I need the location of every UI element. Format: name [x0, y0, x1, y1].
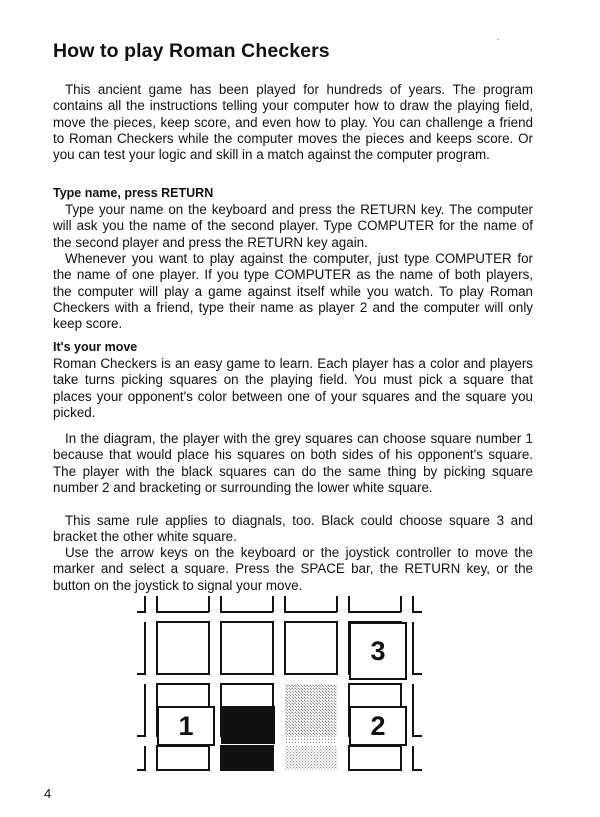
board-labels [137, 596, 425, 774]
section-heading-your-move: It's your move [53, 340, 138, 354]
type-name-paragraph-2: Whenever you want to play against the computer, just type COMPUTER for the name of one player. If you type COMPUTER as the name of both players, the computer will play a game against itself while you watch. To play Roman Checkers with a friend, type their name as player 2 and the computer will only keep score. [53, 251, 533, 332]
page-number: 4 [44, 786, 52, 801]
page-title: How to play Roman Checkers [53, 40, 330, 62]
board-square-2 [349, 706, 407, 746]
section-heading-type-name: Type name, press RETURN [53, 186, 214, 200]
print-speck [497, 39, 499, 40]
your-move-paragraph-1: Roman Checkers is an easy game to learn. Each player has a color and players take turns picking squares on the playing field. You must pick a square that places your opponent's color between one of your squares and the square you picked. [53, 356, 533, 420]
grey-column-lower [285, 684, 337, 744]
your-move-paragraph-4: Use the arrow keys on the keyboard or the joystick controller to move the marker and select a square. Press the SPACE bar, the RETURN key, or the button on the joystick to signal your move. [53, 545, 533, 593]
black-square-solid [221, 706, 275, 744]
square-label-3: 3 [370, 635, 386, 666]
intro-paragraph: This ancient game has been played for hundreds of years. The program contains all the instructions telling your computer how to draw the playing field, move the pieces, keep score, and even how to play. You can challenge a friend to Roman Checkers while the computer moves the pieces and keeps score. Or you can test your logic and skill in a match against the computer program. [53, 82, 533, 163]
board-square-1 [157, 706, 215, 746]
square-label-1: 1 [178, 710, 194, 741]
board-square-3 [349, 622, 407, 680]
your-move-paragraph-2: In the diagram, the player with the grey squares can choose square number 1 because that would place his squares on both sides of his opponent's square. The player with the black squares can do the same thing by picking square number 2 and bracketing or surrounding the lower white square. [53, 431, 533, 495]
type-name-paragraph-1: Type your name on the keyboard and press the RETURN key. The computer will ask you the name of the second player. Type COMPUTER for the name of the second player and press the RETURN key again. [53, 202, 533, 250]
square-label-2: 2 [370, 710, 386, 741]
your-move-paragraph-3: This same rule applies to diagnals, too. Black could choose square 3 and bracket the other white square. [53, 513, 533, 545]
